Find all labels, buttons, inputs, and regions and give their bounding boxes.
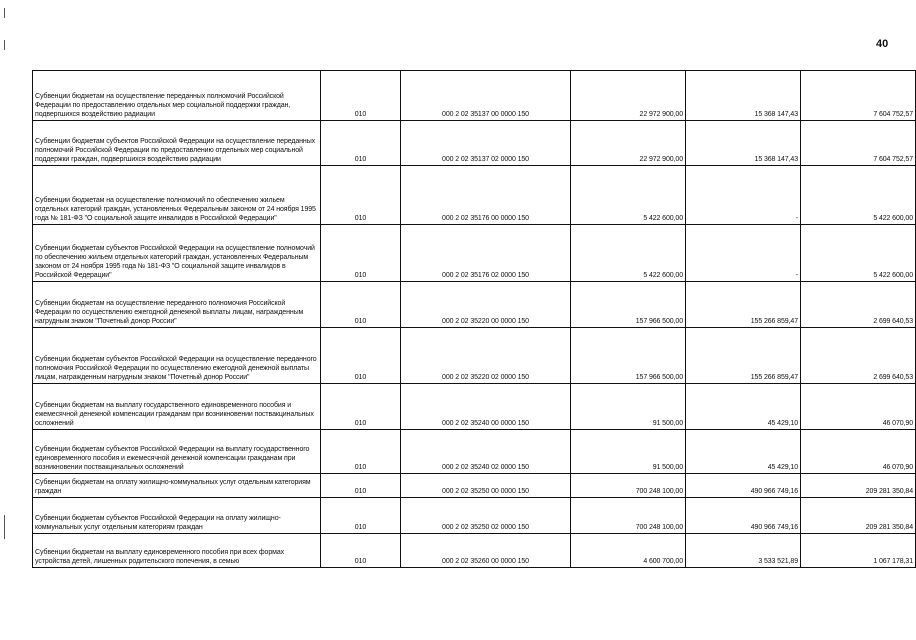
row-code: 010 bbox=[321, 71, 401, 121]
row-kbk: 000 2 02 35176 00 0000 150 bbox=[401, 166, 571, 225]
row-code: 010 bbox=[321, 474, 401, 498]
row-name: Субвенции бюджетам на осуществление полномочий по обеспечению жильем отдельных категорий граждан, установленных Федеральным законом от 24 ноября 1995 года № 181-ФЗ "О социальной защите инвалидов в Российской Федерации" bbox=[33, 166, 321, 225]
row-plan: 700 248 100,00 bbox=[571, 474, 686, 498]
budget-table bbox=[32, 70, 916, 568]
row-plan: 5 422 600,00 bbox=[571, 166, 686, 225]
scan-margin-mark bbox=[4, 515, 5, 539]
table-row bbox=[33, 121, 916, 166]
row-plan: 22 972 900,00 bbox=[571, 121, 686, 166]
row-name: Субвенции бюджетам субъектов Российской Федерации на оплату жилищно-коммунальных услуг отдельным категориям граждан bbox=[33, 498, 321, 534]
row-executed: 15 368 147,43 bbox=[686, 71, 801, 121]
row-remainder: 5 422 600,00 bbox=[801, 225, 916, 282]
row-executed: 155 266 859,47 bbox=[686, 328, 801, 384]
row-kbk: 000 2 02 35250 02 0000 150 bbox=[401, 498, 571, 534]
table-row bbox=[33, 474, 916, 498]
table-row bbox=[33, 225, 916, 282]
row-plan: 5 422 600,00 bbox=[571, 225, 686, 282]
row-remainder: 5 422 600,00 bbox=[801, 166, 916, 225]
row-remainder: 2 699 640,53 bbox=[801, 328, 916, 384]
row-name: Субвенции бюджетам субъектов Российской Федерации на выплату государственного единовременного пособия и ежемесячной денежной компенсации гражданам при возникновении поствакцинальных осложнений bbox=[33, 430, 321, 474]
row-executed: 490 966 749,16 bbox=[686, 474, 801, 498]
row-plan: 700 248 100,00 bbox=[571, 498, 686, 534]
row-name: Субвенции бюджетам на выплату государственного единовременного пособия и ежемесячной денежной компенсации гражданам при возникновении поствакцинальных осложнений bbox=[33, 384, 321, 430]
row-remainder: 1 067 178,31 bbox=[801, 534, 916, 568]
row-kbk: 000 2 02 35137 00 0000 150 bbox=[401, 71, 571, 121]
table-row bbox=[33, 328, 916, 384]
table-row bbox=[33, 430, 916, 474]
row-executed: 155 266 859,47 bbox=[686, 282, 801, 328]
row-executed: - bbox=[686, 166, 801, 225]
row-kbk: 000 2 02 35137 02 0000 150 bbox=[401, 121, 571, 166]
row-name: Субвенции бюджетам на осуществление переданных полномочий Российской Федерации по предоставлению отдельных мер социальной поддержки граждан, подвергшихся воздействию радиации bbox=[33, 71, 321, 121]
row-code: 010 bbox=[321, 430, 401, 474]
row-executed: - bbox=[686, 225, 801, 282]
scan-margin-mark bbox=[4, 40, 5, 50]
row-remainder: 7 604 752,57 bbox=[801, 71, 916, 121]
table-row bbox=[33, 282, 916, 328]
row-executed: 15 368 147,43 bbox=[686, 121, 801, 166]
row-code: 010 bbox=[321, 225, 401, 282]
row-name: Субвенции бюджетам на выплату единовременного пособия при всех формах устройства детей, лишенных родительского попечения, в семью bbox=[33, 534, 321, 568]
row-code: 010 bbox=[321, 328, 401, 384]
row-kbk: 000 2 02 35240 02 0000 150 bbox=[401, 430, 571, 474]
row-executed: 45 429,10 bbox=[686, 384, 801, 430]
row-remainder: 46 070,90 bbox=[801, 430, 916, 474]
row-name: Субвенции бюджетам на оплату жилищно-коммунальных услуг отдельным категориям граждан bbox=[33, 474, 321, 498]
row-remainder: 209 281 350,84 bbox=[801, 474, 916, 498]
row-kbk: 000 2 02 35250 00 0000 150 bbox=[401, 474, 571, 498]
table-row bbox=[33, 71, 916, 121]
row-name: Субвенции бюджетам субъектов Российской Федерации на осуществление переданного полномочия Российской Федерации по осуществлению ежегодной денежной выплаты лицам, награжденным нагрудным знаком "Почетный донор России" bbox=[33, 328, 321, 384]
row-kbk: 000 2 02 35220 00 0000 150 bbox=[401, 282, 571, 328]
row-executed: 3 533 521,89 bbox=[686, 534, 801, 568]
row-code: 010 bbox=[321, 498, 401, 534]
row-name: Субвенции бюджетам субъектов Российской Федерации на осуществление переданных полномочий Российской Федерации по предоставлению отдельных мер социальной поддержки граждан, подвергшихся воздействию радиации bbox=[33, 121, 321, 166]
row-code: 010 bbox=[321, 282, 401, 328]
row-plan: 157 966 500,00 bbox=[571, 282, 686, 328]
page-number: 40 bbox=[876, 38, 889, 50]
row-kbk: 000 2 02 35220 02 0000 150 bbox=[401, 328, 571, 384]
row-executed: 45 429,10 bbox=[686, 430, 801, 474]
row-plan: 91 500,00 bbox=[571, 384, 686, 430]
row-remainder: 7 604 752,57 bbox=[801, 121, 916, 166]
row-kbk: 000 2 02 35176 02 0000 150 bbox=[401, 225, 571, 282]
row-plan: 4 600 700,00 bbox=[571, 534, 686, 568]
row-plan: 22 972 900,00 bbox=[571, 71, 686, 121]
table-row bbox=[33, 384, 916, 430]
row-remainder: 209 281 350,84 bbox=[801, 498, 916, 534]
row-kbk: 000 2 02 35260 00 0000 150 bbox=[401, 534, 571, 568]
row-kbk: 000 2 02 35240 00 0000 150 bbox=[401, 384, 571, 430]
row-executed: 490 966 749,16 bbox=[686, 498, 801, 534]
row-code: 010 bbox=[321, 121, 401, 166]
row-name: Субвенции бюджетам на осуществление переданного полномочия Российской Федерации по осуществлению ежегодной денежной выплаты лицам, награжденным нагрудным знаком "Почетный донор России" bbox=[33, 282, 321, 328]
table-row bbox=[33, 498, 916, 534]
table-row bbox=[33, 166, 916, 225]
row-remainder: 46 070,90 bbox=[801, 384, 916, 430]
table-row bbox=[33, 534, 916, 568]
row-remainder: 2 699 640,53 bbox=[801, 282, 916, 328]
row-plan: 91 500,00 bbox=[571, 430, 686, 474]
scan-margin-mark bbox=[4, 8, 5, 18]
row-code: 010 bbox=[321, 534, 401, 568]
row-code: 010 bbox=[321, 384, 401, 430]
row-code: 010 bbox=[321, 166, 401, 225]
row-name: Субвенции бюджетам субъектов Российской Федерации на осуществление полномочий по обеспечению жильем отдельных категорий граждан, установленных Федеральным законом от 24 ноября 1995 года № 181-ФЗ "О социальной защите инвалидов в Российской Федерации" bbox=[33, 225, 321, 282]
row-plan: 157 966 500,00 bbox=[571, 328, 686, 384]
